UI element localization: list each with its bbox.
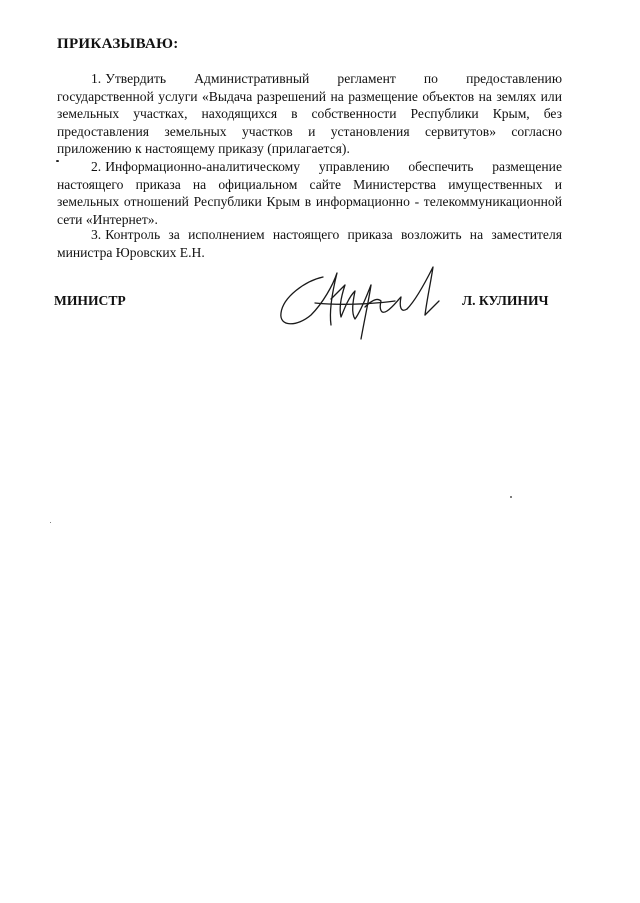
item-text: Информационно-аналитическому управлению обеспечить размещение настоящего приказа на официальном сайте Министерства имущественных и земельных отношений Республики Крым в информационно - телекоммуникационной сети «Интернет». [57,159,562,227]
item-text: Контроль за исполнением настоящего приказа возложить на заместителя министра Юровских Е.Н. [57,227,562,260]
item-number: 1. [91,71,102,86]
item-text: Утвердить Административный регламент по предоставлению государственной услуги «Выдача разрешений на размещение объектов на землях или земельных участках, находящихся в собственности Республики Крым, без предоставления земельных участков и установления сервитутов» согласно приложению к настоящему приказу (прилагается). [57,71,562,156]
handwritten-signature [275,255,445,345]
scan-speck [50,522,51,523]
order-heading: ПРИКАЗЫВАЮ: [57,36,179,52]
scan-speck [510,496,512,498]
signer-name: Л. КУЛИНИЧ [462,293,549,308]
order-item-2 [57,158,562,228]
order-item-1 [57,70,562,158]
item-number: 3. [91,227,102,242]
scan-speck [56,160,59,162]
item-number: 2. [91,159,102,174]
signer-title: МИНИСТР [54,293,126,308]
